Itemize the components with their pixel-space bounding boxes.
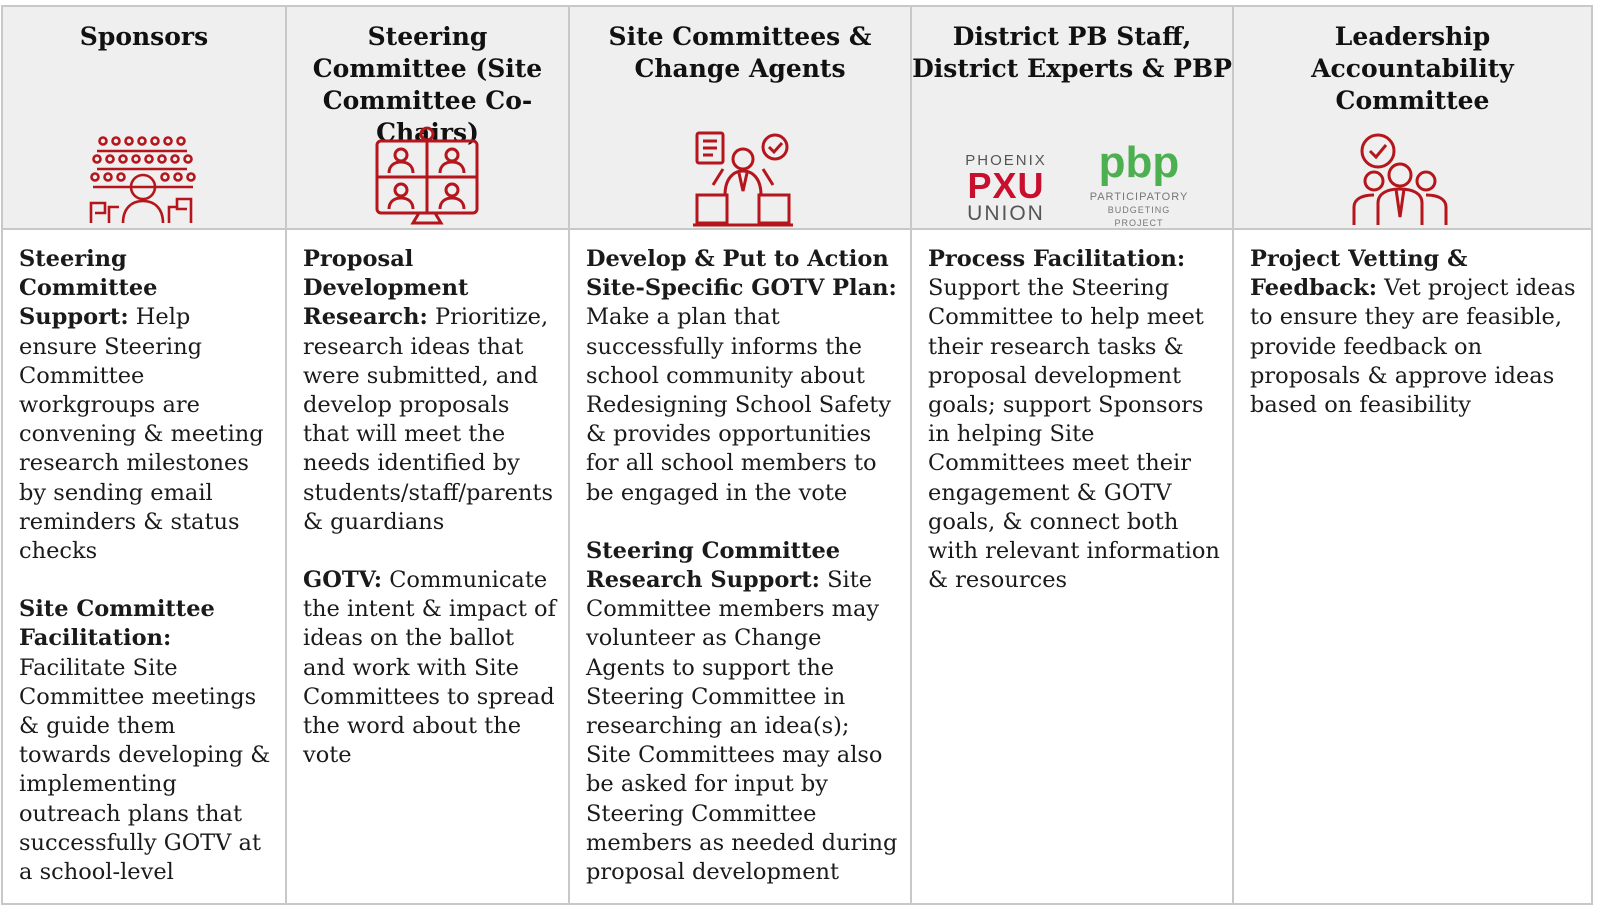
column-header (287, 7, 568, 230)
column-header (3, 7, 285, 230)
audience-crowd-icon (87, 135, 199, 225)
role-description: Develop & Put to Action Site-Specific GOTV Plan: Make a plan that successfully informs the school community about Redesigning School Safety & provides opportunities for all school members to be engaged in the vote (586, 246, 897, 506)
column-title: Site Committees & Change Agents (608, 22, 872, 83)
column-title: Leadership Accountability Committee (1311, 22, 1514, 115)
pbp-logo: pbp PARTICIPATORY BUDGETING PROJECT (1089, 138, 1189, 228)
column-header (912, 7, 1232, 230)
role-description: Project Vetting & Feedback: Vet project ideas to ensure they are feasible, provide feedback on proposals & approve ideas based on feasibility (1250, 246, 1576, 419)
role-description: Steering Committee Research Support: Site Committee members may volunteer as Change Agents to support the Steering Committee in researching an idea(s); Site Committees may also be asked for input by Steering Committee members as needed during proposal development (586, 537, 898, 886)
column-title: Steering Committee (Site Committee Co-Chairs) (312, 22, 543, 147)
column-body (19, 245, 273, 916)
role-description: Site Committee Facilitation: Facilitate Site Committee meetings & guide them towards developing & implementing outreach plans that successfully GOTV at a school-level (19, 596, 271, 886)
role-description: Steering Committee Support: Help ensure Steering Committee workgroups are convening & meeting research milestones by sending email reminders & status checks (19, 246, 264, 565)
column-title: District PB Staff, District Experts & PBP (912, 22, 1232, 83)
video-conference-icon (375, 125, 479, 227)
column-body (928, 245, 1220, 624)
column-body (1250, 245, 1579, 449)
column-body (303, 245, 556, 799)
column-steering-committee (287, 7, 570, 903)
column-body (586, 245, 898, 916)
presenter-checklist-icon (693, 129, 793, 227)
column-district-staff (912, 7, 1234, 903)
roles-table (1, 5, 1593, 905)
phoenix-union-logo: PHOENIX PXU UNION (965, 152, 1047, 225)
team-approval-icon (1348, 131, 1452, 229)
role-description: GOTV: Communicate the intent & impact of ideas on the ballot and work with Site Committees to spread the word about the vote (303, 567, 556, 769)
column-header (1234, 7, 1591, 230)
column-sponsors (3, 7, 287, 903)
role-description: Proposal Development Research: Prioritize, research ideas that were submitted, and develop proposals that will meet the needs identified by students/staff/parents & guardians (303, 246, 553, 535)
role-description: Process Facilitation: Support the Steering Committee to help meet their research tasks & proposal development goals; support Sponsors in helping Site Committees meet their engagement & GOTV goals, & connect both with relevant information & resources (928, 246, 1220, 594)
column-title: Sponsors (79, 22, 209, 51)
column-leadership-accountability (1234, 7, 1591, 903)
column-site-committees (570, 7, 912, 903)
column-header (570, 7, 910, 230)
